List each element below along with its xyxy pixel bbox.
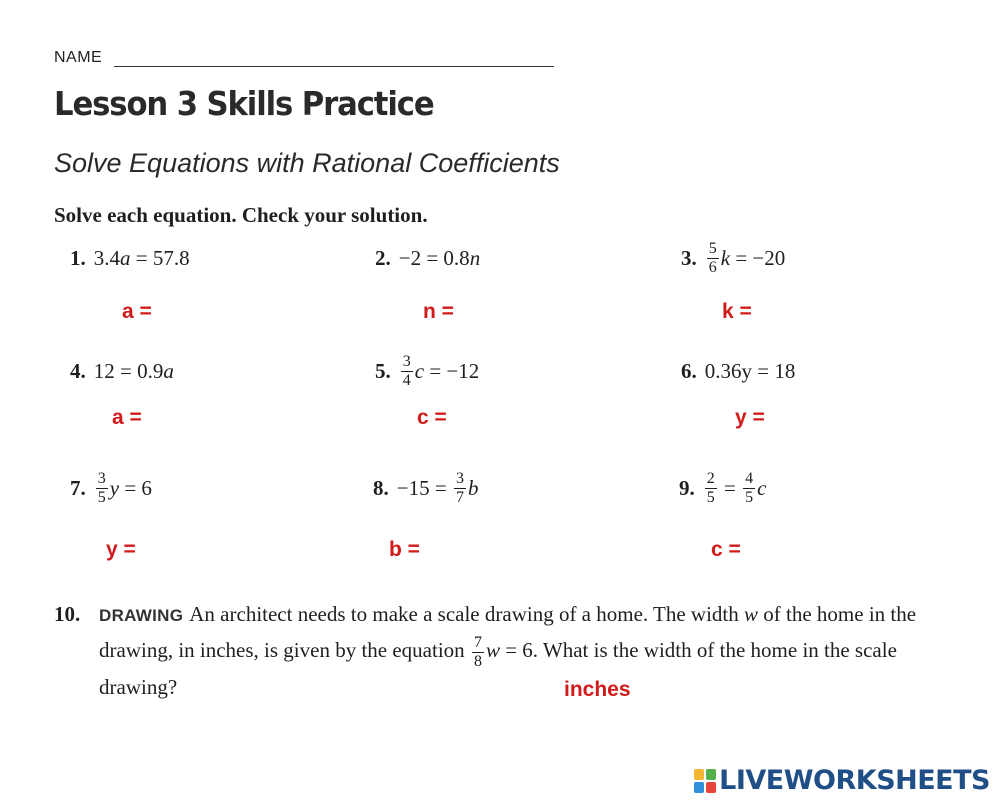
equation: −15 = $\frac{3}{7}$ b [396,469,479,506]
answer-field-7[interactable]: y = [106,538,136,561]
name-line[interactable] [114,66,554,67]
problem-10-text: DRAWING An architect needs to make a scale drawing of a home. The width w of the home in the drawing, in inches, is given by the equation $\frac{7}{8}$ w = 6. What is the width of the home in the scale drawing? [99,602,917,699]
equation: 0.36 y = 18 [704,358,796,383]
answer-field-10[interactable]: inches [564,678,631,701]
variable: w [744,602,759,626]
instructions: Solve each equation. Check your solution. [54,203,428,227]
problem-text: of the home in the drawing, in inches, is given by the equation [99,602,917,662]
equation: 3.4 a = 57.8 [93,245,190,270]
fraction: $\frac{4}{5}$ [745,469,754,506]
problem-10 [54,597,974,705]
equation: $\frac{3}{5}$ y = 6 [97,469,152,506]
equation: 12 = 0.9 a [93,358,174,383]
problem-text: = 6. What is the width of the home in the scale drawing? [99,638,897,699]
problem-number: 1. [70,245,86,270]
problem-3 [681,236,785,280]
problem-number: 9. [679,475,695,500]
problem-9 [679,466,766,510]
problem-number: 7. [70,475,86,500]
page-subtitle: Solve Equations with Rational Coefficients [54,148,560,178]
page-title: Lesson 3 Skills Practice [54,84,434,123]
problem-number: 2. [375,245,391,270]
problem-number: 10. [54,602,81,626]
answer-field-9[interactable]: c = [711,538,741,561]
problem-number: 4. [70,358,86,383]
logo-mark-icon [694,769,716,793]
problem-8 [373,466,478,510]
equation: $\frac{5}{6}$ k = −20 [708,239,786,276]
problem-number: 8. [373,475,389,500]
fraction: $\frac{3}{7}$ [455,469,464,506]
name-label: NAME [54,49,103,66]
problem-number: 5. [375,358,391,383]
problem-1 [70,236,190,280]
problem-7 [70,466,152,510]
fraction: $\frac{2}{5}$ [706,469,715,506]
problem-number: 6. [681,358,697,383]
liveworksheets-logo [694,765,990,796]
answer-field-6[interactable]: y = [735,406,765,429]
answer-field-2[interactable]: n = [423,300,454,323]
problem-6 [681,349,795,393]
problem-number: 3. [681,245,697,270]
answer-field-5[interactable]: c = [417,406,447,429]
answer-field-8[interactable]: b = [389,538,420,561]
equation: $\frac{2}{5}$ = $\frac{4}{5}$ c [706,469,767,506]
fraction: $\frac{3}{4}$ [402,352,411,389]
answer-field-1[interactable]: a = [122,300,152,323]
problem-text: An architect needs to make a scale drawing of a home. The width [189,602,739,626]
problem-4 [70,349,174,393]
problem-5 [375,349,479,393]
problem-2 [375,236,480,280]
problem-tag: DRAWING [99,606,184,625]
fraction: $\frac{5}{6}$ [708,239,717,276]
answer-field-3[interactable]: k = [722,300,752,323]
equation: −2 = 0.8 n [398,245,481,270]
answer-field-4[interactable]: a = [112,406,142,429]
equation: $\frac{3}{4}$ c = −12 [402,352,480,389]
fraction: $\frac{7}{8}$ [473,633,482,670]
logo-text: LIVEWORKSHEETS [719,765,990,796]
fraction: $\frac{3}{5}$ [97,469,106,506]
